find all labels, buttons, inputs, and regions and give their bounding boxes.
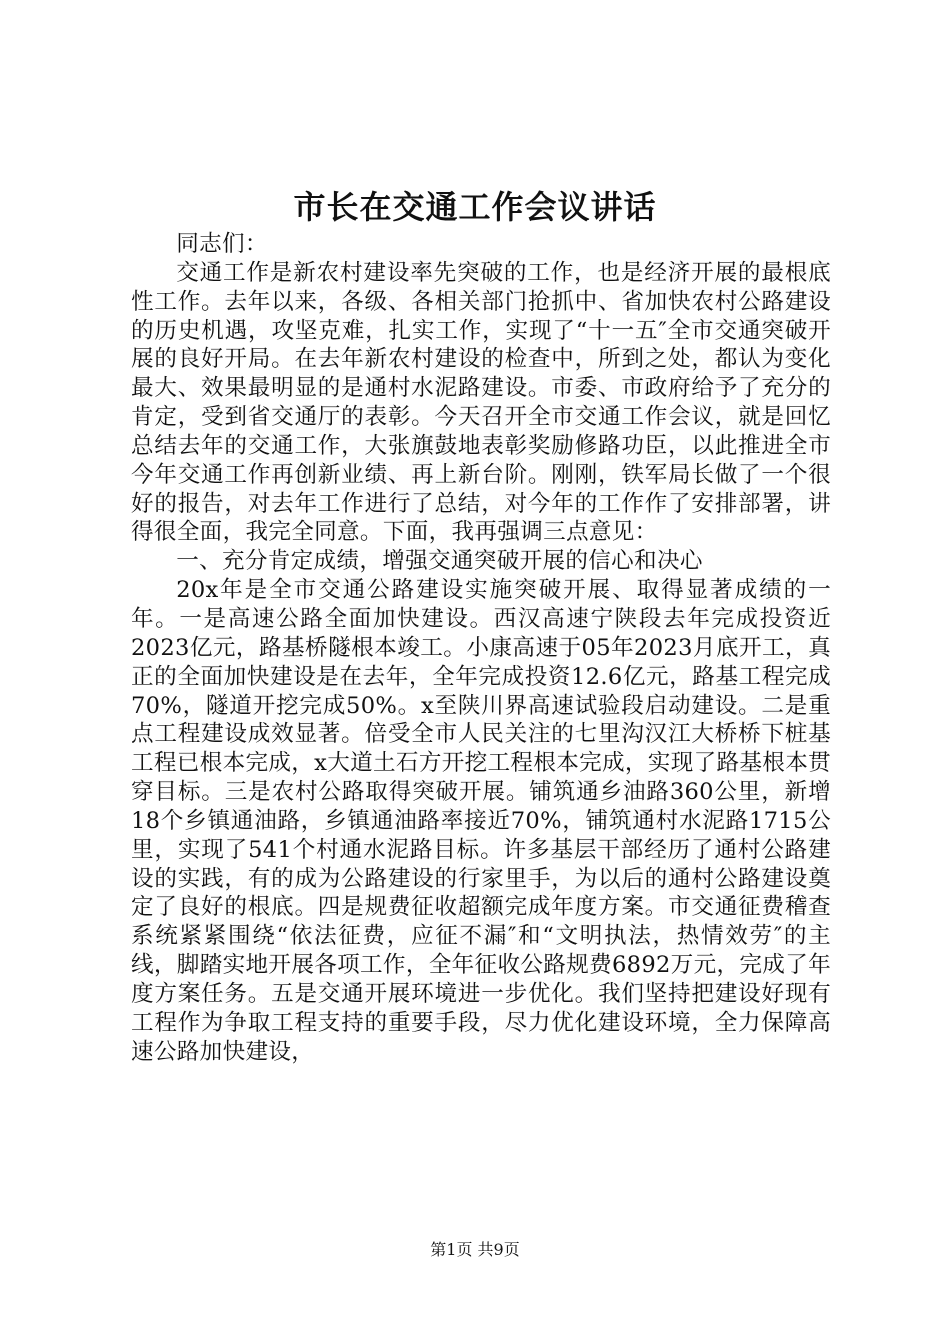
page-number-footer: 第1页 共9页 <box>430 1240 520 1259</box>
salutation: 同志们： <box>176 231 268 257</box>
document-body <box>131 230 831 1066</box>
paragraph-achievements: 20x年是全市交通公路建设实施突破开展、取得显著成绩的一年。一是高速公路全面加快建设。西汉高速宁陕段去年完成投资近2023亿元，路基桥隧根本竣工。小康高速于05年2023月底开工，真正的全面加快建设是在去年，全年完成投资12.6亿元，路基工程完成70%，隧道开挖完成50%。x至陕川界高速试验段启动建设。二是重点工程建设成效显著。倍受全市人民关注的七里沟汉江大桥桥下桩基工程已根本完成，x大道土石方开挖工程根本完成，实现了路基根本贯穿目标。三是农村公路取得突破开展。铺筑通乡油路360公里，新增18个乡镇通油路，乡镇通油路率接近70%，铺筑通村水泥路1715公里，实现了541个村通水泥路目标。许多基层干部经历了通村公路建设的实践，有的成为公路建设的行家里手，为以后的通村公路建设奠定了良好的根底。四是规费征收超额完成年度方案。市交通征费稽查系统紧紧围绕“依法征费，应征不漏″和“文明执法，热情效劳″的主线，脚踏实地开展各项工作，全年征收公路规费6892万元，完成了年度方案任务。五是交通开展环境进一步优化。我们坚持把建设好现有工程作为争取工程支持的重要手段，尽力优化建设环境，全力保障高速公路加快建设， <box>131 577 831 1065</box>
paragraph-intro: 交通工作是新农村建设率先突破的工作，也是经济开展的最根底性工作。去年以来，各级、各相关部门抢抓中、省加快农村公路建设的历史机遇，攻坚克难，扎实工作，实现了“十一五″全市交通突破开展的良好开局。在去年新农村建设的检查中，所到之处，都认为变化最大、效果最明显的是通村水泥路建设。市委、市政府给予了充分的肯定，受到省交通厅的表彰。今天召开全市交通工作会议，就是回忆总结去年的交通工作，大张旗鼓地表彰奖励修路功臣，以此推进全市今年交通工作再创新业绩、再上新台阶。刚刚，铁军局长做了一个很好的报告，对去年工作进行了总结，对今年的工作作了安排部署，讲得很全面，我完全同意。下面，我再强调三点意见： <box>131 259 831 546</box>
document-title: 市长在交通工作会议讲话 <box>293 188 657 226</box>
section-heading-1: 一、充分肯定成绩，增强交通突破开展的信心和决心 <box>176 548 703 575</box>
